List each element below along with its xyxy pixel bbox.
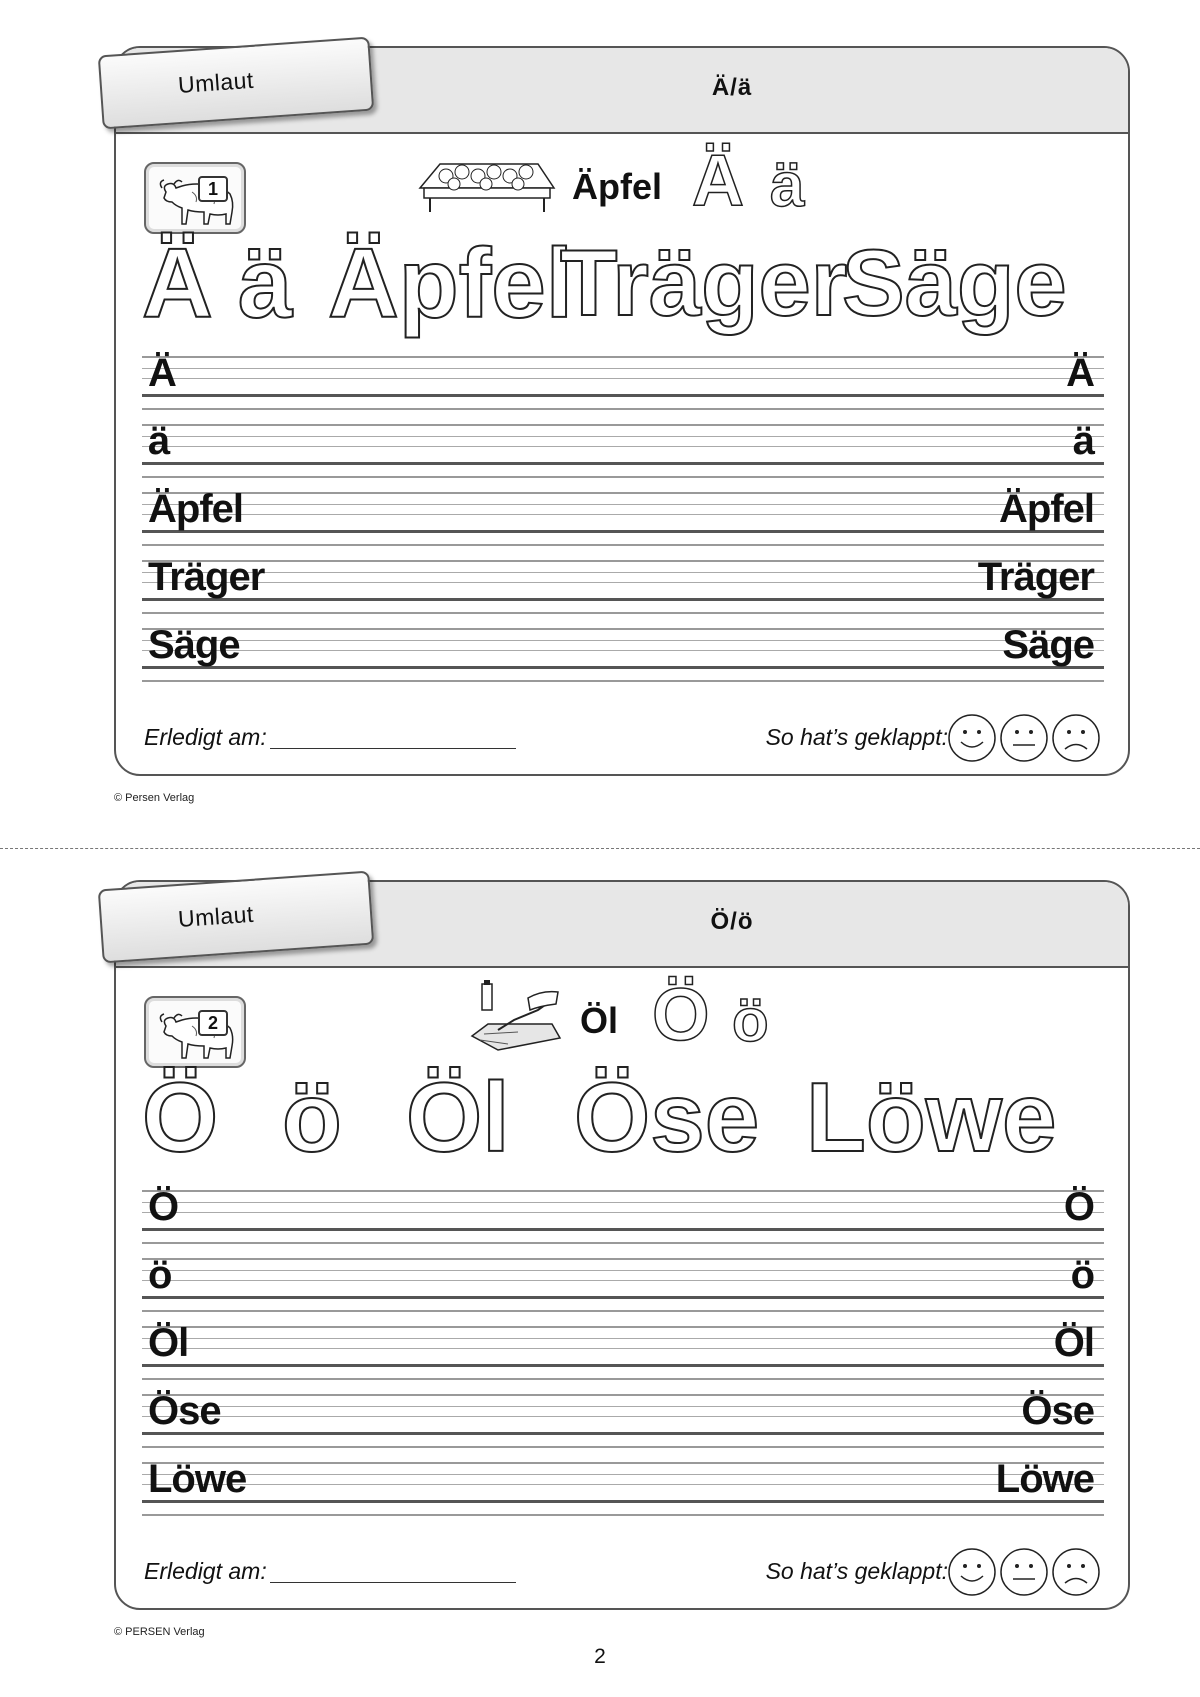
practice-word-right: Äpfel (999, 487, 1094, 531)
outline-word: Träger (560, 230, 848, 335)
worksheet-card (114, 46, 1130, 776)
practice-word-right: Träger (977, 555, 1094, 599)
tracing-capital: Ö (652, 973, 710, 1056)
practice-word-left: Säge (148, 623, 240, 667)
number-badge (144, 996, 246, 1068)
outline-word: Löwe (806, 1062, 1057, 1172)
practice-word-right: ö (1070, 1253, 1094, 1297)
rating-smileys (946, 1546, 1102, 1598)
cut-line (0, 848, 1200, 849)
writing-line[interactable] (142, 487, 1104, 546)
worksheet-title: Ö/ö (710, 908, 754, 935)
practice-word-right: ä (1072, 419, 1094, 463)
practice-word-right: Öse (1021, 1389, 1094, 1433)
practice-word-left: ö (148, 1253, 172, 1297)
practice-word-left: ä (148, 419, 170, 463)
worksheet-number: 2 (198, 1010, 228, 1036)
practice-word-left: Öl (148, 1321, 189, 1365)
outline-words-row (142, 1062, 1102, 1172)
page-number: 2 (594, 1645, 606, 1668)
writing-line[interactable] (142, 623, 1104, 682)
outline-word: Öse (574, 1062, 760, 1172)
category-tab-label: Umlaut (177, 900, 255, 933)
smiley-neutral-icon[interactable] (1001, 1549, 1047, 1595)
practice-word-left: Äpfel (148, 487, 243, 531)
outline-word: Öl (406, 1062, 510, 1172)
writing-line[interactable] (142, 351, 1104, 410)
tracing-lowercase: ö (732, 987, 769, 1054)
outline-word: ä (238, 228, 293, 338)
date-fill-line[interactable] (270, 1582, 516, 1583)
writing-line[interactable] (142, 1389, 1104, 1448)
writing-line[interactable] (142, 1321, 1104, 1380)
writing-line[interactable] (142, 1457, 1104, 1516)
date-fill-line[interactable] (270, 748, 516, 749)
number-badge (144, 162, 246, 234)
done-label: Erledigt am: (144, 724, 267, 750)
outline-word: Äpfel (328, 228, 573, 338)
smiley-happy-icon[interactable] (949, 715, 995, 761)
outline-word: Ä (142, 228, 213, 338)
practice-word-right: Öl (1053, 1321, 1094, 1365)
headword: Öl (580, 1000, 619, 1041)
practice-word-left: Ä (148, 351, 176, 395)
rating-label: So hat’s geklappt: (765, 724, 948, 750)
practice-word-right: Ö (1063, 1185, 1094, 1229)
copyright: © Persen Verlag (114, 792, 195, 804)
writing-line[interactable] (142, 419, 1104, 478)
practice-word-right: Löwe (995, 1457, 1094, 1501)
smiley-sad-icon[interactable] (1053, 1549, 1099, 1595)
smiley-neutral-icon[interactable] (1001, 715, 1047, 761)
practice-word-left: Öse (148, 1389, 221, 1433)
practice-word-left: Träger (148, 555, 265, 599)
headword: Äpfel (572, 166, 662, 207)
worksheet-card (114, 880, 1130, 1610)
outline-word: ö (282, 1062, 342, 1172)
done-label: Erledigt am: (144, 1558, 267, 1584)
practice-word-right: Ä (1066, 351, 1094, 395)
worksheet-title: Ä/ä (711, 74, 753, 101)
rating-label: So hat’s geklappt: (765, 1558, 948, 1584)
outline-word: Säge (842, 230, 1067, 335)
apples-basket-icon (416, 152, 556, 214)
outline-words-row (142, 228, 1102, 338)
worksheet-number: 1 (198, 176, 228, 202)
tracing-capital: Ä (692, 141, 744, 221)
tracing-lowercase: ä (770, 151, 805, 220)
category-tab-label: Umlaut (177, 66, 255, 99)
rating-smileys (946, 712, 1102, 764)
oil-painting-icon (468, 980, 564, 1056)
writing-line[interactable] (142, 555, 1104, 614)
smiley-happy-icon[interactable] (949, 1549, 995, 1595)
practice-word-left: Ö (148, 1185, 179, 1229)
copyright: © PERSEN Verlag (114, 1626, 205, 1638)
practice-word-right: Säge (1002, 623, 1094, 667)
writing-line[interactable] (142, 1185, 1104, 1244)
smiley-sad-icon[interactable] (1053, 715, 1099, 761)
writing-line[interactable] (142, 1253, 1104, 1312)
outline-word: Ö (142, 1062, 219, 1172)
practice-word-left: Löwe (148, 1457, 247, 1501)
